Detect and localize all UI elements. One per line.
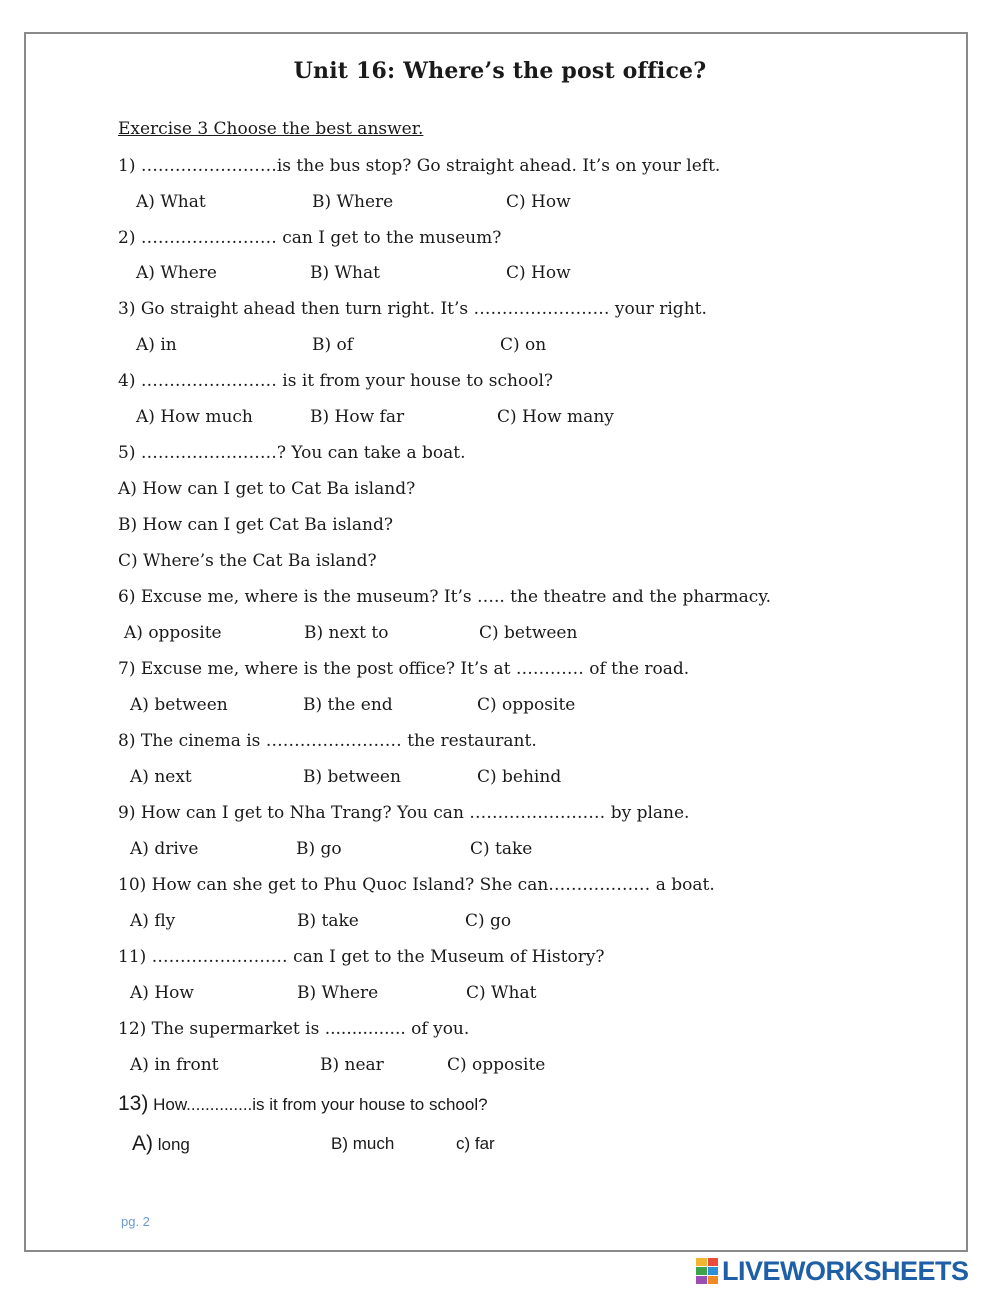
q1-option-b[interactable]: B) Where [312,192,394,212]
question-10: 10) How can she get to Phu Quoc Island? She can……………… a boat. [118,875,715,895]
question-12: 12) The supermarket is ............... of you. [118,1019,470,1039]
question-9: 9) How can I get to Nha Trang? You can …………………… by plane. [118,803,690,823]
logo-blocks-icon [696,1258,718,1284]
question-7: 7) Excuse me, where is the post office? It’s at ………… of the road. [118,659,690,679]
q11-option-a[interactable]: A) How [130,983,194,1003]
q4-option-c[interactable]: C) How many [497,407,614,427]
q12-option-c[interactable]: C) opposite [447,1055,546,1075]
q7-option-b[interactable]: B) the end [303,695,393,715]
q5-option-b[interactable]: B) How can I get Cat Ba island? [118,515,393,535]
q3-option-b[interactable]: B) of [312,335,354,355]
question-1: 1) ……………………is the bus stop? Go straight ahead. It’s on your left. [118,156,721,176]
q13-option-a-letter: A) [132,1132,153,1155]
question-6: 6) Excuse me, where is the museum? It’s ….. the theatre and the pharmacy. [118,587,772,607]
question-3: 3) Go straight ahead then turn right. It’s …………………… your right. [118,299,707,319]
q11-option-c[interactable]: C) What [466,983,537,1003]
q4-option-b[interactable]: B) How far [310,407,405,427]
q8-option-c[interactable]: C) behind [477,767,562,787]
question-2: 2) …………………… can I get to the museum? [118,228,502,248]
question-13 [118,1094,488,1115]
question-5: 5) ……………………? You can take a boat. [118,443,466,463]
q10-option-a[interactable]: A) fly [130,911,176,931]
q4-option-a[interactable]: A) How much [136,407,253,427]
q12-option-a[interactable]: A) in front [130,1055,219,1075]
q8-option-a[interactable]: A) next [130,767,192,787]
q9-option-b[interactable]: B) go [296,839,342,859]
q13-option-a-text: long [153,1135,190,1154]
q1-option-c[interactable]: C) How [506,192,571,212]
q13-option-b[interactable]: B) much [331,1134,395,1153]
q7-option-c[interactable]: C) opposite [477,695,576,715]
q6-option-a[interactable]: A) opposite [124,623,222,643]
q8-option-b[interactable]: B) between [303,767,401,787]
q6-option-c[interactable]: C) between [479,623,578,643]
liveworksheets-logo[interactable] [696,1256,969,1286]
logo-text: LIVEWORKSHEETS [722,1255,969,1286]
question-13-text: How..............is it from your house to school? [148,1095,488,1114]
q2-option-a[interactable]: A) Where [136,263,217,283]
q3-option-c[interactable]: C) on [500,335,547,355]
q1-option-a[interactable]: A) What [136,192,206,212]
q6-option-b[interactable]: B) next to [304,623,389,643]
q7-option-a[interactable]: A) between [130,695,228,715]
q10-option-c[interactable]: C) go [465,911,512,931]
page-title: Unit 16: Where’s the post office? [293,58,707,84]
exercise-instruction: Exercise 3 Choose the best answer. [118,119,424,139]
question-11: 11) …………………… can I get to the Museum of History? [118,947,605,967]
question-8: 8) The cinema is …………………… the restaurant. [118,731,537,751]
q2-option-b[interactable]: B) What [310,263,380,283]
q5-option-c[interactable]: C) Where’s the Cat Ba island? [118,551,377,571]
q11-option-b[interactable]: B) Where [297,983,379,1003]
q9-option-a[interactable]: A) drive [130,839,199,859]
q3-option-a[interactable]: A) in [136,335,177,355]
question-4: 4) …………………… is it from your house to school? [118,371,553,391]
q5-option-a[interactable]: A) How can I get to Cat Ba island? [118,479,416,499]
page-number: pg. 2 [121,1214,150,1229]
question-13-number: 13) [118,1092,149,1115]
q13-option-c[interactable]: c) far [456,1134,495,1153]
q13-option-a[interactable] [132,1134,190,1155]
q9-option-c[interactable]: C) take [470,839,533,859]
q12-option-b[interactable]: B) near [320,1055,384,1075]
q10-option-b[interactable]: B) take [297,911,359,931]
q2-option-c[interactable]: C) How [506,263,571,283]
